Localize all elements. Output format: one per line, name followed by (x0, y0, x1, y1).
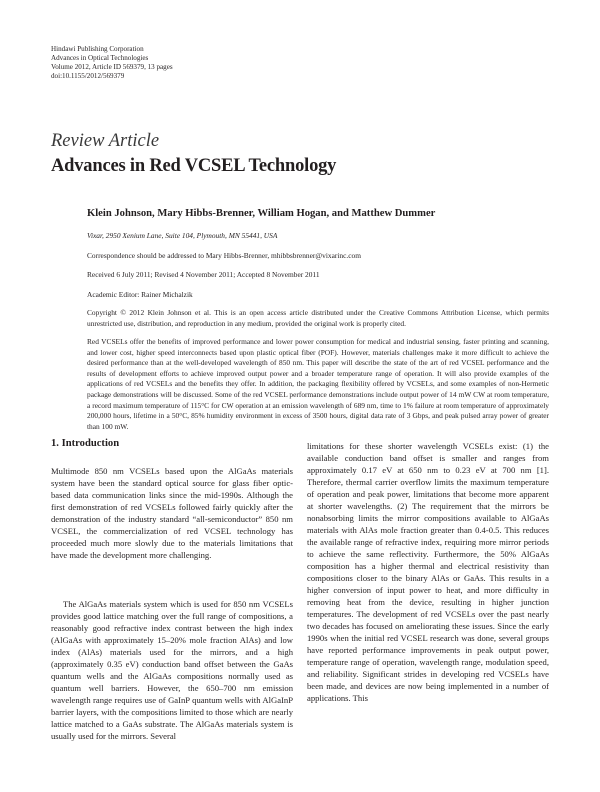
publisher-name: Hindawi Publishing Corporation (51, 45, 144, 53)
paragraph-text: Multimode 850 nm VCSELs based upon the AlGaAs materials system have been the standard optical source for glass fiber optic-based data communication links since the mid-1990s. Although the first demonstration of red VCSELs followed fairly quickly after the demonstration of the industry standard “all-semiconductor” 850 nm VCSEL, the commercialization of red VCSEL technology has proceeded much more slowly due to the materials limitations that have made the development more challenging. (51, 466, 293, 560)
paragraph-text: limitations for these shorter wavelength VCSELs exist: (1) the available conduction band offset is smaller and ranges from approximately 0.17 eV at 650 nm to 0.23 eV at 700 nm [1]. Therefore, thermal carrier overflow limits the maximum temperature of operation and peak power, limitations that become more apparent at shorter wavelengths. (2) The requirement that the mirrors be nonabsorbing limits the mirror compositions available to AlGaAs materials with AlAs mole fraction greater than 0.4-0.5. This reduces the available range of refractive index, requiring more mirror periods to achieve the same reflectivity. Furthermore, the 50% AlGaAs composition has a higher thermal and electrical resistivity than compositions closer to the binary AlAs or GaAs. This results in a higher conversion of input power to heat, and more difficulty in removing heat from the device, resulting in higher junction temperatures. The development of red VCSELs over the past nearly two decades has focused on ameliorating these issues. Since the early 1990s when the initial red VCSEL research was done, several groups have reported performance improvements in peak output power, temperature range of operation, wavelength range, modulation speed, and reliability. Significant strides in developing red VCSELs have been made, and devices are now being implemented in a number of applications. This (307, 441, 549, 703)
body-paragraph (51, 465, 293, 561)
volume-info: Volume 2012, Article ID 569379, 13 pages (51, 63, 173, 71)
publication-dates: Received 6 July 2011; Revised 4 November 2011; Accepted 8 November 2011 (87, 270, 320, 279)
correspondence: Correspondence should be addressed to Mary Hibbs-Brenner, mhibbsbrenner@vixarinc.com (87, 251, 361, 260)
copyright-notice: Copyright © 2012 Klein Johnson et al. This is an open access article distributed under the Creative Commons Attribution License, which permits unrestricted use, distribution, and reproduction in any medium, provided the original work is properly cited. (87, 308, 549, 328)
article-type: Review Article (51, 131, 160, 151)
journal-header (51, 45, 173, 81)
paragraph-text: The AlGaAs materials system which is used for 850 nm VCSELs provides good lattice matching over the full range of compositions, a reasonably good refractive index contrast between the high index (AlGaAs with approximately 15–20% mole fraction AlAs) and low index (AlAs) materials used for the mirrors, and a high (approximately 0.35 eV) conduction band offset between the GaAs quantum wells and the AlGaAs compositions normally used as quantum well barriers. However, the 650–700 nm emission wavelength range requires use of GaInP quantum wells with AlGaInP barrier layers, with the compositions limited to those which are nearly lattice matched to a GaAs substrate. The AlGaAs materials system is usually used for the mirrors. Several (51, 599, 293, 741)
academic-editor: Academic Editor: Rainer Michalzik (87, 290, 193, 299)
body-paragraph (307, 440, 549, 704)
body-paragraph (51, 598, 293, 742)
paper-title: Advances in Red VCSEL Technology (51, 156, 337, 176)
doi: doi:10.1155/2012/569379 (51, 72, 125, 80)
section-heading: 1. Introduction (51, 438, 120, 449)
abstract: Red VCSELs offer the benefits of improved performance and lower power consumption for medical and industrial sensing, faster printing and scanning, and lower cost, higher speed interconnects based upon plastic optical fiber (POF). However, materials challenges make it more difficult to achieve the desired performance than at the well-developed wavelength of 850 nm. This paper will describe the state of the art of red VCSEL performance and the results of development efforts to achieve improved output power and a broader temperature range of operation. It will also provide examples of the applications of red VCSELs and the benefits they offer. In addition, the packaging flexibility offered by VCSELs, and some examples of non-Hermetic package demonstrations will be discussed. Some of the red VCSEL performance demonstrations include output power of 14 mW CW at room temperature, a record maximum temperature of 115°C for CW operation at an emission wavelength of 689 nm, time to 1% failure at room temperature of approximately 200,000 hours, lifetime in a 50°C, 85% humidity environment in excess of 3500 hours, digital data rate of 3 Gbps, and peak pulsed array power of greater than 100 mW. (87, 337, 549, 431)
journal-name: Advances in Optical Technologies (51, 54, 149, 62)
affiliation: Vixar, 2950 Xenium Lane, Suite 104, Plymouth, MN 55441, USA (87, 231, 278, 240)
author-list: Klein Johnson, Mary Hibbs-Brenner, William Hogan, and Matthew Dummer (87, 208, 436, 219)
